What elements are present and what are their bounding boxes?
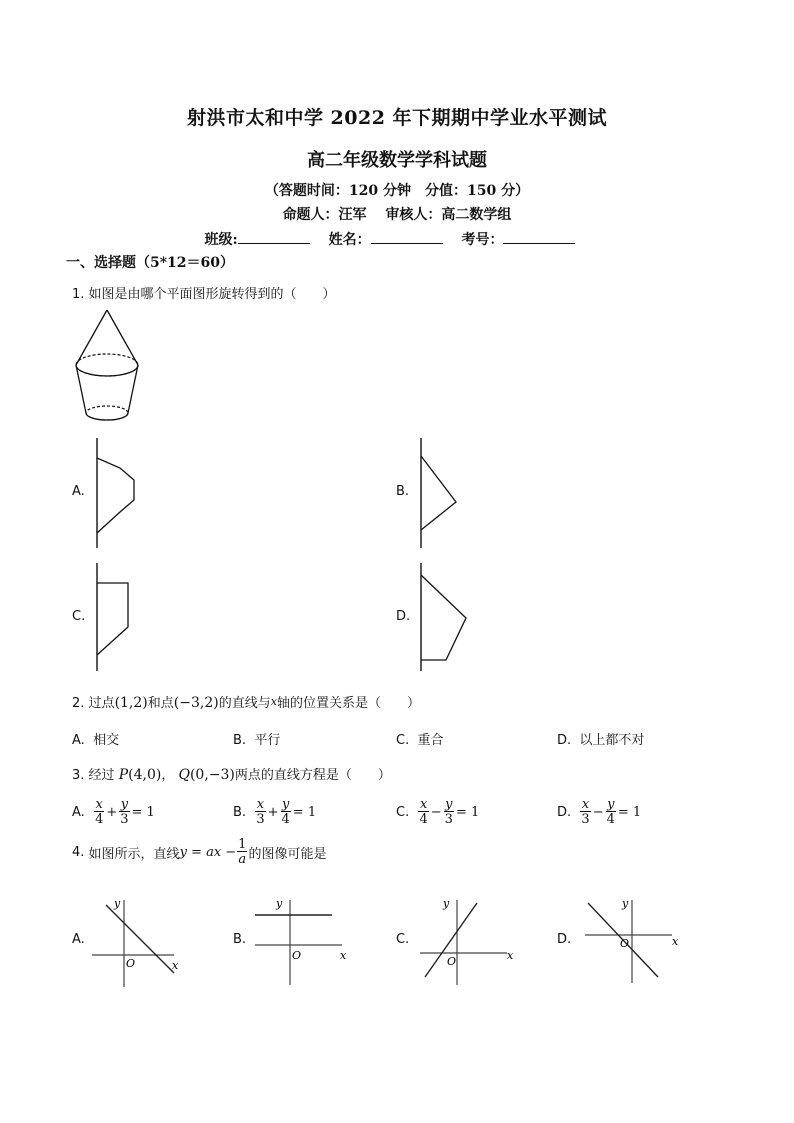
exam-no-field[interactable] bbox=[503, 229, 575, 244]
question-text: 如图是由哪个平面图形旋转得到的（ ） bbox=[88, 287, 336, 302]
q4-option-c-label[interactable]: C. bbox=[396, 932, 410, 947]
school-title: 射洪市太和中学 2022 年下期期中学业水平测试 bbox=[186, 107, 608, 129]
svg-text:y: y bbox=[443, 897, 450, 910]
q3-option-d[interactable]: D. $\frac{x}{3}$ − $\frac{y}{4}$ = 1 bbox=[557, 797, 642, 827]
q2-option-d[interactable]: D. 以上都不对 bbox=[557, 733, 645, 748]
q1-option-c-shape[interactable] bbox=[92, 563, 142, 675]
point-p-coords: (4,0) bbox=[128, 767, 162, 783]
svg-text:O: O bbox=[447, 955, 457, 968]
q2-option-c[interactable]: C. 重合 bbox=[396, 733, 444, 748]
svg-text:O: O bbox=[620, 937, 630, 950]
origin-label: O bbox=[126, 957, 136, 970]
q4-option-d-graph[interactable] bbox=[580, 895, 685, 990]
authors: 命题人：汪军 审核人：高二数学组 bbox=[282, 207, 512, 223]
svg-text:x: x bbox=[672, 935, 679, 948]
point-1: (1,2) bbox=[114, 695, 148, 711]
class-field[interactable] bbox=[238, 229, 310, 244]
time-score: （答题时间：120 分钟 分值：150 分） bbox=[264, 183, 530, 199]
question-3: 3. 经过 P(4,0)， Q(0,−3)两点的直线方程是（ ） bbox=[72, 767, 391, 783]
q3-option-a[interactable]: A. $\frac{x}{4}$ + $\frac{y}{3}$ = 1 bbox=[72, 797, 155, 827]
question-1 bbox=[72, 283, 336, 302]
q4-option-a-label[interactable]: A. bbox=[72, 932, 85, 947]
question-number: 1. bbox=[72, 287, 85, 302]
q3-option-b[interactable]: B. $\frac{x}{3}$ + $\frac{y}{4}$ = 1 bbox=[233, 797, 317, 827]
question-4: 4. 如图所示，直线 y = ax − $\frac{1}{a}$ 的图像可能是 bbox=[72, 837, 327, 867]
svg-text:y: y bbox=[622, 897, 629, 910]
exam-no-label: 考号： bbox=[461, 232, 504, 248]
svg-text:x: x bbox=[507, 949, 514, 962]
equation-lhs: y = ax − bbox=[179, 844, 237, 860]
q1-option-c-label[interactable]: C. bbox=[72, 609, 86, 624]
class-label: 班级: bbox=[204, 232, 238, 248]
point-2: (−3,2) bbox=[173, 695, 219, 711]
q4-option-b-label[interactable]: B. bbox=[233, 932, 247, 947]
subject-title: 高二年级数学学科试题 bbox=[307, 150, 487, 171]
axis-y-label: y bbox=[114, 897, 121, 910]
q2-option-b[interactable]: B. 平行 bbox=[233, 733, 281, 748]
q1-option-b-label[interactable]: B. bbox=[396, 484, 410, 499]
q4-option-a-graph[interactable] bbox=[92, 895, 182, 990]
q1-option-d-label[interactable]: D. bbox=[396, 609, 411, 624]
q4-option-b-graph[interactable] bbox=[250, 895, 350, 990]
point-q-name: Q bbox=[178, 767, 190, 783]
svg-text:O: O bbox=[292, 949, 302, 962]
q2-option-a[interactable]: A. 相交 bbox=[72, 733, 120, 748]
svg-text:x: x bbox=[340, 949, 347, 962]
q1-option-a-shape[interactable] bbox=[92, 438, 142, 550]
q3-option-c[interactable]: C. $\frac{x}{4}$ − $\frac{y}{3}$ = 1 bbox=[396, 797, 480, 827]
name-field[interactable] bbox=[371, 229, 443, 244]
question-2: 2. 过点(1,2)和点(−3,2)的直线与x轴的位置关系是（ ） bbox=[72, 695, 420, 711]
q1-option-d-shape[interactable] bbox=[416, 563, 476, 675]
solid-figure bbox=[70, 308, 150, 428]
section-title: 一、选择题（5*12＝60） bbox=[66, 255, 235, 271]
point-q-coords: (0,−3) bbox=[189, 767, 235, 783]
q1-option-a-label[interactable]: A. bbox=[72, 484, 85, 499]
axis-x-label: x bbox=[172, 959, 179, 972]
name-label: 姓名： bbox=[328, 232, 371, 248]
student-info-row bbox=[0, 229, 794, 249]
svg-text:y: y bbox=[276, 897, 283, 910]
q1-option-b-shape[interactable] bbox=[416, 438, 466, 550]
q4-option-c-graph[interactable] bbox=[415, 895, 520, 990]
q4-option-d-label[interactable]: D. bbox=[557, 932, 572, 947]
point-p-name: P bbox=[118, 767, 129, 783]
x-axis-var: x bbox=[270, 695, 277, 708]
